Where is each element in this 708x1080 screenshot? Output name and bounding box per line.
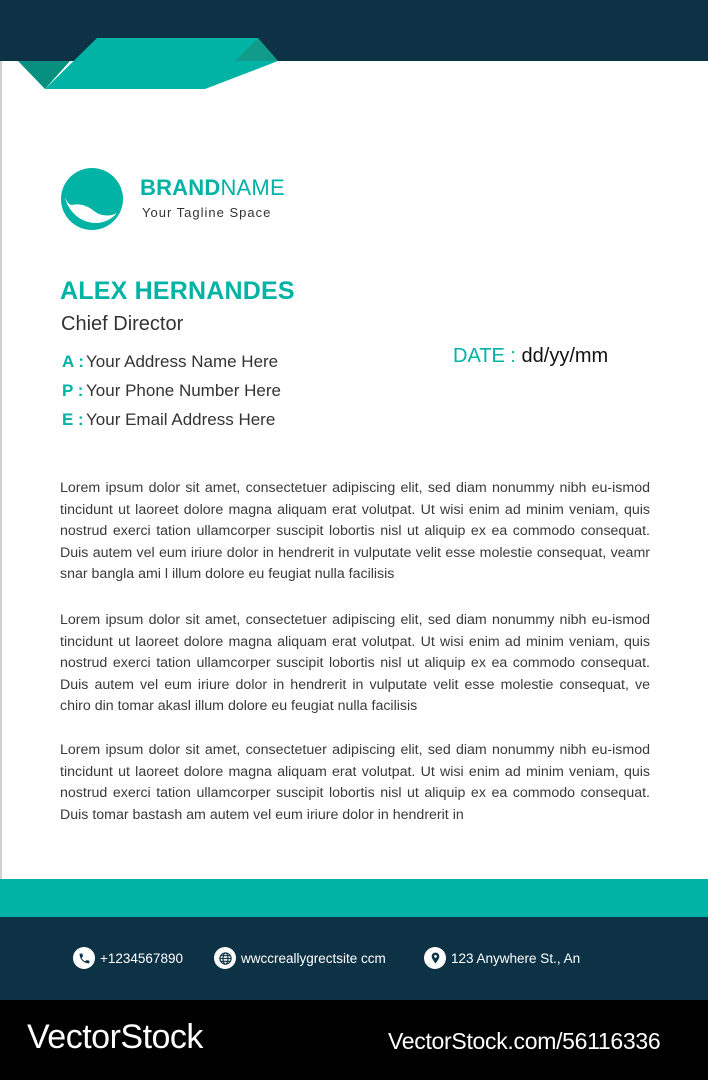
footer-phone-text: +1234567890 xyxy=(100,950,183,966)
contact-phone xyxy=(62,381,281,401)
date-value: dd/yy/mm xyxy=(521,345,609,367)
contact-address xyxy=(62,352,278,372)
contact-email-value: Your Email Address Here xyxy=(86,410,276,429)
footer-address-text: 123 Anywhere St., An xyxy=(451,950,581,966)
contact-address-key: A : xyxy=(62,352,85,371)
page-edge-line xyxy=(0,61,2,881)
date-label: DATE : xyxy=(453,345,516,367)
ribbon-main xyxy=(45,38,278,89)
body-paragraph-1: Lorem ipsum dolor sit amet, consectetuer adipiscing elit, sed diam nonummy nibh eu-ismod tincidunt ut laoreet dolore magna aliquam erat volutpat. Ut wisi enim ad minim veniam, quis nostrud exerci tation ullamcorper suscipit lobortis nisl ut aliquip ex ea commodo consequat. Duis autem vel eum iriure dolor in hendrerit in vulputate velit esse molestie consequat, veamr snar bangla ami l illum dolore eu feugiat nulla facilisis xyxy=(60,480,650,583)
header-ribbon xyxy=(0,0,300,100)
brand-logo-icon xyxy=(60,167,124,231)
brand-name-bold: BRAND xyxy=(140,175,221,200)
footer-website-text: wwccreallygrectsite ccm xyxy=(241,950,386,966)
date-line xyxy=(453,345,608,368)
globe-icon xyxy=(214,947,236,969)
body-paragraph-2: Lorem ipsum dolor sit amet, consectetuer adipiscing elit, sed diam nonummy nibh eu-ismod tincidunt ut laoreet dolore magna aliquam erat volutpat. Ut wisi enim ad minim veniam, quis nostrud exerci tation ullamcorper suscipit lobortis nisl ut aliquip ex ea commodo consequat. Duis autem vel eum iriure dolor in hendrerit in vulputate velit esse molestie consequat, ve chiro din tomar akasl illum dolore eu feugiat nulla facilisis xyxy=(60,612,650,715)
footer-address xyxy=(424,945,580,971)
phone-icon xyxy=(73,947,95,969)
contact-address-value: Your Address Name Here xyxy=(86,352,279,371)
body-paragraph-3: Lorem ipsum dolor sit amet, consectetuer adipiscing elit, sed diam nonummy nibh eu-ismod tincidunt ut laoreet dolore magna aliquam erat volutpat. Ut wisi enim ad minim veniam, quis nostrud exerci tation ullamcorper suscipit lobortis nisl ut aliquip ex ea commodo consequat. Duis tomar bastash am autem vel eum iriure dolor in hendrerit in xyxy=(60,742,650,823)
contact-phone-value: Your Phone Number Here xyxy=(86,381,281,400)
brand-tagline: Your Tagline Space xyxy=(142,205,272,220)
footer-website xyxy=(214,945,386,971)
footer-accent-band xyxy=(0,879,708,917)
brand-name xyxy=(140,175,285,201)
person-name: ALEX HERNANDES xyxy=(60,277,295,305)
footer-phone xyxy=(73,945,183,971)
person-title: Chief Director xyxy=(61,313,184,335)
contact-email-key: E : xyxy=(62,410,84,429)
contact-email xyxy=(62,410,275,430)
location-pin-icon xyxy=(424,947,446,969)
brand-name-light: NAME xyxy=(220,175,285,200)
watermark-logo-text: VectorStock xyxy=(27,1018,203,1056)
watermark-id-text: VectorStock.com/56116336 xyxy=(388,1028,661,1054)
contact-phone-key: P : xyxy=(62,381,84,400)
